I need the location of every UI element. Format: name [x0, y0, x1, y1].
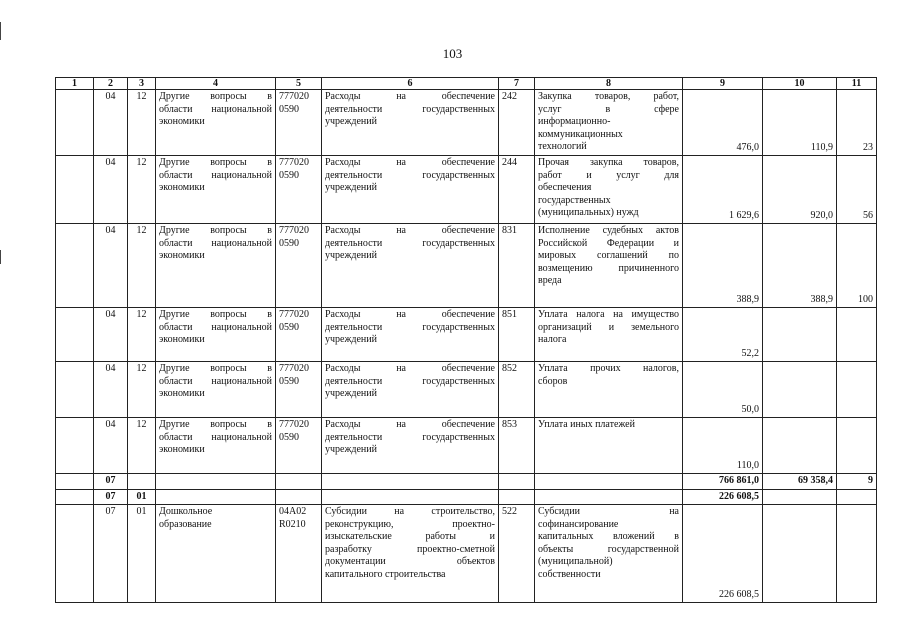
empty-cell	[276, 489, 322, 505]
total-row-07	[56, 474, 877, 490]
target-article	[276, 308, 322, 362]
expense-type-code: 851	[499, 308, 535, 362]
amount-plan: 226 608,5	[683, 489, 763, 505]
expense-description-line: деятельности государственных	[325, 103, 495, 115]
section-name	[156, 418, 276, 474]
expense-type-name-line: государственных	[538, 194, 611, 206]
section-name-line: экономики	[159, 250, 205, 261]
section-name-line: области национальной	[159, 169, 272, 181]
target-article	[276, 156, 322, 224]
empty-cell	[535, 474, 683, 490]
cell-col1	[56, 489, 94, 505]
section-name-line: Другие вопросы в	[159, 419, 272, 430]
subsection-code: 12	[128, 362, 156, 418]
target-article-line: 777020	[279, 309, 309, 320]
section-code: 07	[94, 474, 128, 490]
column-header-10: 10	[763, 78, 837, 90]
expense-type-code: 242	[499, 90, 535, 156]
target-article-line: 777020	[279, 91, 309, 102]
expense-description	[322, 308, 499, 362]
table-row	[56, 224, 877, 308]
expense-description-line: учреждений	[325, 250, 377, 261]
table-row	[56, 156, 877, 224]
percent-executed	[837, 308, 877, 362]
expense-description-line: изыскательские работы и	[325, 531, 495, 542]
expense-description-line: разработку проектно-сметной	[325, 543, 495, 555]
table-row	[56, 90, 877, 156]
section-code: 04	[94, 90, 128, 156]
amount-actual: 69 358,4	[763, 474, 837, 490]
expense-type-name-line: информационно-	[538, 116, 611, 127]
target-article-line: 0590	[279, 103, 299, 115]
section-name-line: области национальной	[159, 431, 272, 443]
expense-type-name-line: Уплата прочих налогов,	[538, 363, 679, 374]
section-name-line: области национальной	[159, 375, 272, 387]
column-header-1: 1	[56, 78, 94, 90]
empty-cell	[499, 489, 535, 505]
target-article	[276, 418, 322, 474]
amount-actual	[763, 418, 837, 474]
expense-type-name	[535, 308, 683, 362]
percent-executed	[837, 418, 877, 474]
amount-plan: 52,2	[683, 308, 763, 362]
target-article	[276, 90, 322, 156]
target-article	[276, 224, 322, 308]
expense-description-line: учреждений	[325, 116, 377, 127]
empty-cell	[276, 474, 322, 490]
empty-cell	[837, 505, 877, 603]
expense-type-name-line: Прочая закупка товаров,	[538, 157, 679, 168]
expense-type-name-line: Уплата иных платежей	[538, 419, 635, 430]
section-name	[156, 505, 276, 603]
expense-description-line: Субсидии на строительство,	[325, 506, 495, 517]
section-name-line: Другие вопросы в	[159, 363, 272, 374]
section-name	[156, 156, 276, 224]
target-article-line: 777020	[279, 363, 309, 374]
column-header-2: 2	[94, 78, 128, 90]
section-name	[156, 90, 276, 156]
amount-plan: 388,9	[683, 224, 763, 308]
expense-type-name-line: софинансирование	[538, 518, 619, 530]
subsection-code: 12	[128, 90, 156, 156]
expense-type-code: 244	[499, 156, 535, 224]
expense-type-name-line: Закупка товаров, работ,	[538, 91, 679, 102]
expense-description-line: учреждений	[325, 388, 377, 399]
subsection-code: 12	[128, 224, 156, 308]
amount-plan: 476,0	[683, 90, 763, 156]
amount-plan: 1 629,6	[683, 156, 763, 224]
section-name-line: экономики	[159, 334, 205, 345]
empty-cell	[322, 489, 499, 505]
column-header-9: 9	[683, 78, 763, 90]
cell-col1	[56, 224, 94, 308]
amount-plan: 226 608,5	[683, 505, 763, 603]
expense-type-name-line: коммуникационных	[538, 128, 623, 140]
empty-cell	[322, 474, 499, 490]
percent-executed: 9	[837, 474, 877, 490]
expense-description-line: документации объектов	[325, 556, 495, 567]
section-name-line: Другие вопросы в	[159, 309, 272, 320]
subsection-code: 12	[128, 156, 156, 224]
section-name-line: Дошкольное	[159, 506, 213, 517]
cell-col1	[56, 505, 94, 603]
expense-description-line: Расходы на обеспечение	[325, 91, 495, 102]
target-article-line: 0590	[279, 321, 299, 333]
section-name-line: Другие вопросы в	[159, 157, 272, 168]
expense-type-name-line: капитальных вложений в	[538, 531, 679, 542]
section-name	[156, 224, 276, 308]
expense-description-line: деятельности государственных	[325, 375, 495, 387]
target-article-line: 0590	[279, 237, 299, 249]
empty-cell	[156, 474, 276, 490]
empty-cell	[837, 489, 877, 505]
expense-description-line: Расходы на обеспечение	[325, 225, 495, 236]
target-article	[276, 362, 322, 418]
section-code: 04	[94, 224, 128, 308]
expense-description	[322, 90, 499, 156]
section-name	[156, 308, 276, 362]
percent-executed: 56	[837, 156, 877, 224]
expense-type-name-line: технологий	[538, 141, 587, 152]
amount-plan: 766 861,0	[683, 474, 763, 490]
target-article-line: 04А02	[279, 506, 307, 517]
section-name-line: экономики	[159, 388, 205, 399]
expense-type-name-line: собственности	[538, 568, 601, 580]
table-row	[56, 418, 877, 474]
expense-type-name	[535, 362, 683, 418]
table-row	[56, 505, 877, 603]
section-code: 04	[94, 156, 128, 224]
empty-cell	[535, 489, 683, 505]
empty-cell	[763, 505, 837, 603]
expense-description-line: деятельности государственных	[325, 237, 495, 249]
amount-actual: 110,9	[763, 90, 837, 156]
column-header-6: 6	[322, 78, 499, 90]
expense-description-line: деятельности государственных	[325, 431, 495, 443]
subsection-code: 12	[128, 418, 156, 474]
column-header-11: 11	[837, 78, 877, 90]
expense-type-name-line: Субсидии на	[538, 506, 679, 517]
target-article-line: 777020	[279, 157, 309, 168]
expense-description-line: Расходы на обеспечение	[325, 157, 495, 168]
expense-type-name-line: возмещению причиненного	[538, 262, 679, 274]
section-name-line: экономики	[159, 444, 205, 455]
target-article-line: 0590	[279, 431, 299, 443]
expense-type-code: 522	[499, 505, 535, 603]
section-name-line: области национальной	[159, 103, 272, 115]
page-number: 103	[442, 46, 463, 61]
column-header-5: 5	[276, 78, 322, 90]
section-name-line: области национальной	[159, 237, 272, 249]
section-name	[156, 362, 276, 418]
scan-edge-mark	[0, 22, 1, 40]
target-article-line: 777020	[279, 419, 309, 430]
amount-actual: 920,0	[763, 156, 837, 224]
section-code: 07	[94, 489, 128, 505]
column-header-8: 8	[535, 78, 683, 90]
cell-col1	[56, 90, 94, 156]
target-article-line: 0590	[279, 169, 299, 181]
table-row	[56, 362, 877, 418]
expense-description	[322, 156, 499, 224]
expense-description-line: учреждений	[325, 182, 377, 193]
section-name-line: образование	[159, 518, 212, 530]
expense-description	[322, 418, 499, 474]
percent-executed: 23	[837, 90, 877, 156]
column-header-7: 7	[499, 78, 535, 90]
expense-description-line: учреждений	[325, 334, 377, 345]
expense-type-name-line: объекты государственной	[538, 543, 679, 555]
expense-description-line: капитального строительства	[325, 568, 446, 580]
expense-description	[322, 224, 499, 308]
section-code: 04	[94, 308, 128, 362]
cell-col1	[56, 362, 94, 418]
expense-type-name-line: обеспечения	[538, 182, 592, 193]
target-article	[276, 505, 322, 603]
empty-cell	[763, 489, 837, 505]
section-name-line: экономики	[159, 116, 205, 127]
expense-type-code: 853	[499, 418, 535, 474]
expense-type-code: 831	[499, 224, 535, 308]
header-row	[56, 78, 877, 90]
cell-col1	[56, 418, 94, 474]
expense-type-name-line: налога	[538, 334, 567, 345]
expense-type-name-line: вреда	[538, 275, 562, 286]
cell-col1	[56, 308, 94, 362]
table-row	[56, 308, 877, 362]
section-name-line: области национальной	[159, 321, 272, 333]
section-code: 04	[94, 362, 128, 418]
empty-cell	[128, 474, 156, 490]
expense-description-line: учреждений	[325, 444, 377, 455]
expense-description-line: Расходы на обеспечение	[325, 363, 495, 374]
section-name-line: экономики	[159, 182, 205, 193]
expense-type-name-line: Российской Федерации и	[538, 237, 679, 249]
column-header-3: 3	[128, 78, 156, 90]
expense-type-name-line: Исполнение судебных актов	[538, 225, 679, 236]
scan-edge-mark	[0, 250, 1, 264]
subsection-code: 12	[128, 308, 156, 362]
expense-description-line: деятельности государственных	[325, 169, 495, 181]
expense-type-name-line: услуг в сфере	[538, 103, 679, 115]
expense-type-name-line: Уплата налога на имущество	[538, 309, 679, 320]
amount-plan: 50,0	[683, 362, 763, 418]
expense-description-line: реконструкцию, проектно-	[325, 518, 495, 530]
percent-executed	[837, 362, 877, 418]
target-article-line: R0210	[279, 518, 306, 530]
expense-description	[322, 362, 499, 418]
amount-plan: 110,0	[683, 418, 763, 474]
expense-type-name	[535, 90, 683, 156]
section-name-line: Другие вопросы в	[159, 91, 272, 102]
expense-type-name	[535, 505, 683, 603]
expense-description	[322, 505, 499, 603]
empty-cell	[499, 474, 535, 490]
cell-col1	[56, 474, 94, 490]
expense-description-line: деятельности государственных	[325, 321, 495, 333]
section-code: 04	[94, 418, 128, 474]
column-header-4: 4	[156, 78, 276, 90]
expense-type-name-line: (муниципальной)	[538, 556, 613, 567]
expense-type-name	[535, 224, 683, 308]
cell-col1	[56, 156, 94, 224]
amount-actual: 388,9	[763, 224, 837, 308]
amount-actual	[763, 308, 837, 362]
subsection-code: 01	[128, 489, 156, 505]
total-row-0701	[56, 489, 877, 505]
expense-type-name-line: сборов	[538, 375, 568, 387]
percent-executed: 100	[837, 224, 877, 308]
amount-actual	[763, 362, 837, 418]
expense-type-name	[535, 418, 683, 474]
empty-cell	[156, 489, 276, 505]
expense-description-line: Расходы на обеспечение	[325, 419, 495, 430]
expense-type-name-line: организаций и земельного	[538, 321, 679, 333]
expense-type-name-line: мировых соглашений по	[538, 250, 679, 261]
budget-table	[55, 77, 877, 603]
expense-description-line: Расходы на обеспечение	[325, 309, 495, 320]
expense-type-name	[535, 156, 683, 224]
section-code: 07	[94, 505, 128, 603]
section-name-line: Другие вопросы в	[159, 225, 272, 236]
expense-type-name-line: (муниципальных) нужд	[538, 207, 639, 218]
target-article-line: 0590	[279, 375, 299, 387]
expense-type-code: 852	[499, 362, 535, 418]
subsection-code: 01	[128, 505, 156, 603]
expense-type-name-line: работ и услуг для	[538, 169, 679, 181]
target-article-line: 777020	[279, 225, 309, 236]
